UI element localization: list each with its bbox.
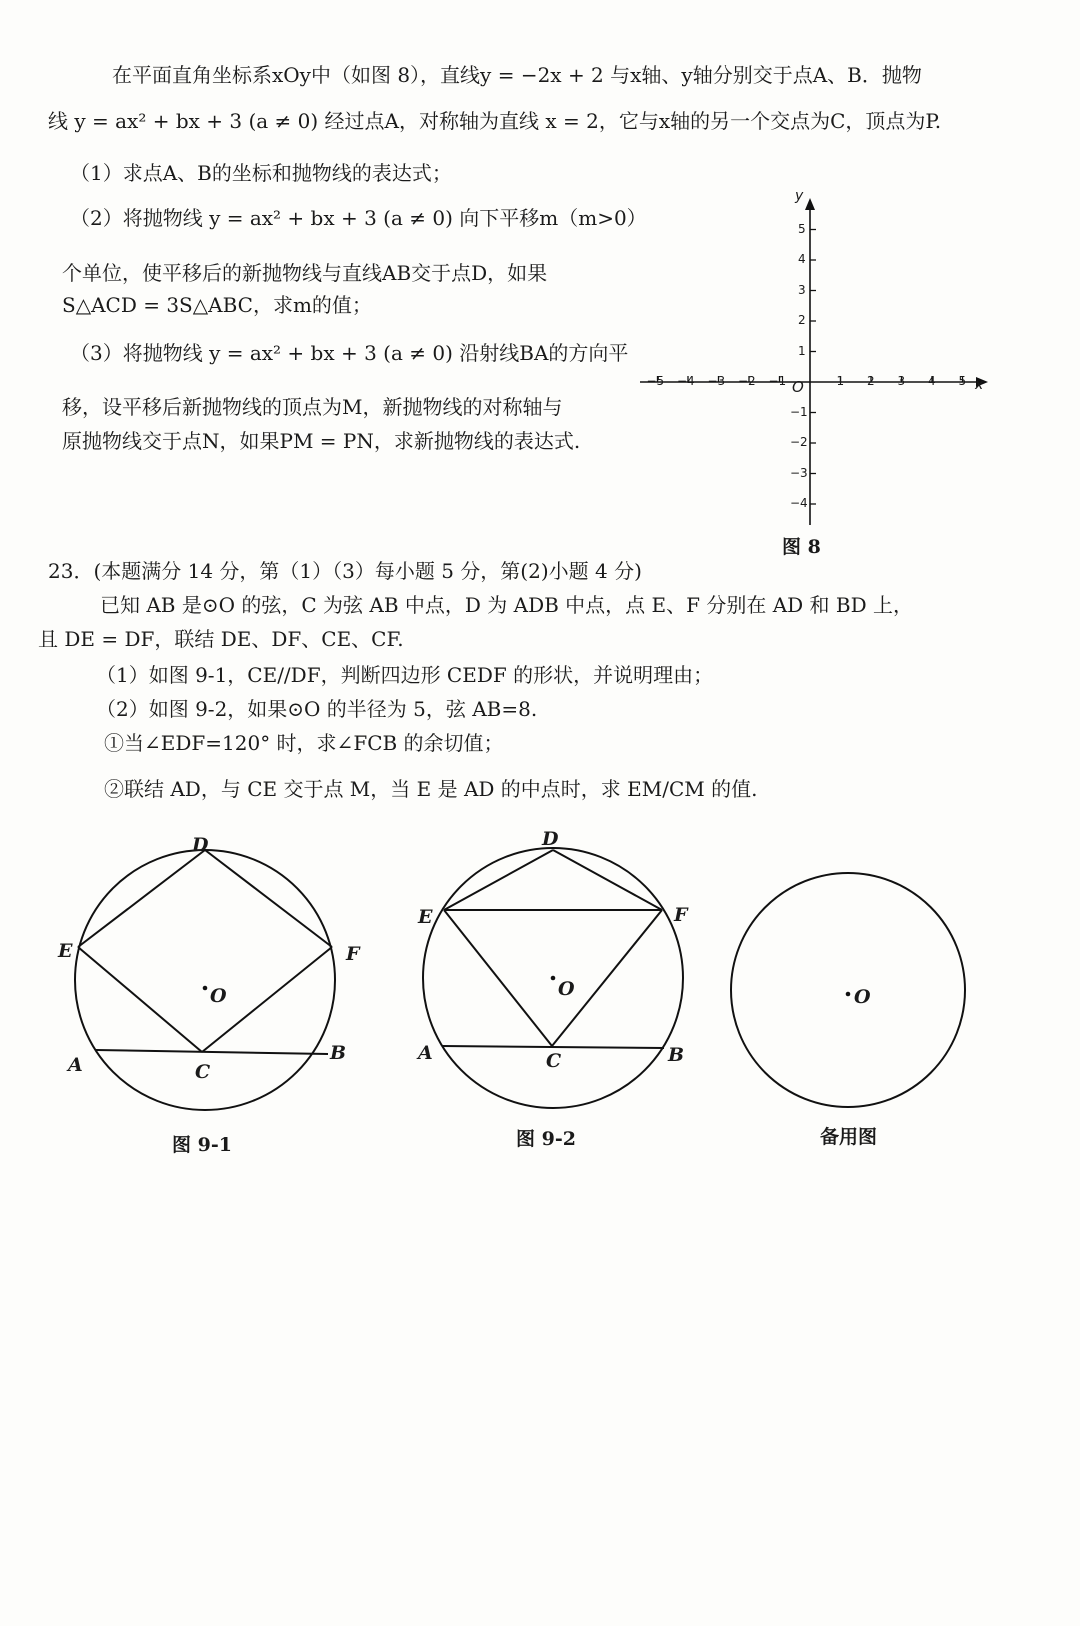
q23-part-2-2: ②联结 AD，与 CE 交于点 M，当 E 是 AD 的中点时，求 EM/CM 的值. xyxy=(104,777,758,801)
figure-9-1-caption: 图 9-1 xyxy=(172,1134,232,1156)
x-tick-label: 4 xyxy=(928,374,936,388)
q22-intro-line-2: 线 y = ax² + bx + 3 (a ≠ 0) 经过点A，对称轴为直线 x = 2，它与x轴的另一个交点为C，顶点为P. xyxy=(48,109,942,133)
q22-part-2-line-2: 个单位，使平移后的新抛物线与直线AB交于点D，如果 xyxy=(62,261,548,285)
y-tick-label: 3 xyxy=(798,282,806,297)
fig91-label-e: E xyxy=(58,940,73,962)
y-tick-label: 5 xyxy=(798,221,806,236)
y-tick-label: −1 xyxy=(790,404,808,419)
y-tick-label: 1 xyxy=(798,343,806,358)
x-tick-label: 1 xyxy=(836,374,845,388)
fig91-label-a: A xyxy=(68,1054,83,1076)
fig92-label-c: C xyxy=(546,1050,562,1072)
fig91-label-o: O xyxy=(210,985,227,1007)
segment-df xyxy=(205,850,332,947)
y-tick-label: −4 xyxy=(790,496,808,510)
q22-part-3-line-3: 原抛物线交于点N，如果PM = PN，求新抛物线的表达式. xyxy=(62,429,581,453)
q23-header: 23．(本题满分 14 分，第（1）（3）每小题 5 分，第(2)小题 4 分) xyxy=(48,559,642,583)
figure-8-axes xyxy=(630,190,1010,540)
segment-ce xyxy=(78,947,202,1052)
x-tick-label: −1 xyxy=(768,374,787,388)
fig92-label-f: F xyxy=(674,904,688,926)
q22-part-3-line-2: 移，设平移后新抛物线的顶点为M，新抛物线的对称轴与 xyxy=(62,395,563,419)
origin-label: O xyxy=(792,378,804,396)
center-dot xyxy=(203,986,208,991)
q22-part-2-line-3: S△ACD = 3S△ABC，求m的值； xyxy=(62,293,372,317)
fig91-label-f: F xyxy=(346,943,360,965)
q23-part-2-1: ①当∠EDF=120° 时，求∠FCB 的余切值； xyxy=(104,731,504,755)
x-tick-label: 3 xyxy=(897,374,906,388)
y-tick-label: 4 xyxy=(798,252,806,266)
x-tick-label: 2 xyxy=(867,374,875,388)
x-tick-label: −2 xyxy=(738,374,756,388)
y-tick-label: 2 xyxy=(798,313,806,327)
q23-line-2: 且 DE = DF，联结 DE、DF、CE、CF. xyxy=(38,627,404,651)
fig92-label-e: E xyxy=(418,906,433,928)
fig91-label-b: B xyxy=(330,1042,347,1064)
x-tick-label: −5 xyxy=(646,374,665,388)
y-axis-arrow xyxy=(805,198,815,210)
spare-label-o: O xyxy=(854,986,871,1008)
center-dot xyxy=(551,976,556,981)
chord-ab xyxy=(96,1050,328,1054)
fig92-label-d: D xyxy=(542,828,559,850)
chord-ab xyxy=(442,1046,664,1048)
fig92-label-o: O xyxy=(558,978,575,1000)
y-tick-label: −2 xyxy=(790,435,808,449)
fig91-label-d: D xyxy=(192,834,209,856)
x-tick-label: −4 xyxy=(677,374,695,388)
center-dot xyxy=(846,992,851,997)
q23-part-2: （2）如图 9-2，如果⊙O 的半径为 5，弦 AB=8. xyxy=(96,697,538,721)
y-axis-label: y xyxy=(795,188,804,204)
x-tick-label: 5 xyxy=(958,374,967,388)
segment-ce xyxy=(444,910,552,1046)
spare-figure-caption: 备用图 xyxy=(820,1126,878,1148)
fig92-label-b: B xyxy=(668,1044,685,1066)
q22-part-1: （1）求点A、B的坐标和抛物线的表达式； xyxy=(70,161,452,185)
circle-o xyxy=(731,873,965,1107)
segment-de xyxy=(78,850,205,947)
q23-part-1: （1）如图 9-1，CE//DF，判断四边形 CEDF 的形状，并说明理由； xyxy=(96,663,714,687)
figure-9-2 xyxy=(410,838,700,1128)
q23-line-1: 已知 AB 是⊙O 的弦，C 为弦 AB 中点，D 为 ADB 中点，点 E、F 分别在 AD 和 BD 上， xyxy=(100,593,913,617)
x-tick-label: −3 xyxy=(707,374,726,388)
x-axis-label: x xyxy=(975,377,984,393)
q22-intro-line-1: 在平面直角坐标系xOy中（如图 8），直线y = −2x + 2 与x轴、y轴分别交于点A、B．抛物 xyxy=(112,63,922,87)
figure-9-2-caption: 图 9-2 xyxy=(516,1128,576,1150)
fig91-label-c: C xyxy=(195,1061,211,1083)
q22-part-3-line-1: （3）将抛物线 y = ax² + bx + 3 (a ≠ 0) 沿射线BA的方向平 xyxy=(70,341,629,365)
figure-8-caption: 图 8 xyxy=(782,536,821,558)
q22-part-2-line-1: （2）将抛物线 y = ax² + bx + 3 (a ≠ 0) 向下平移m（m>0） xyxy=(70,206,647,230)
fig92-label-a: A xyxy=(418,1042,433,1064)
y-tick-label: −3 xyxy=(790,465,808,480)
